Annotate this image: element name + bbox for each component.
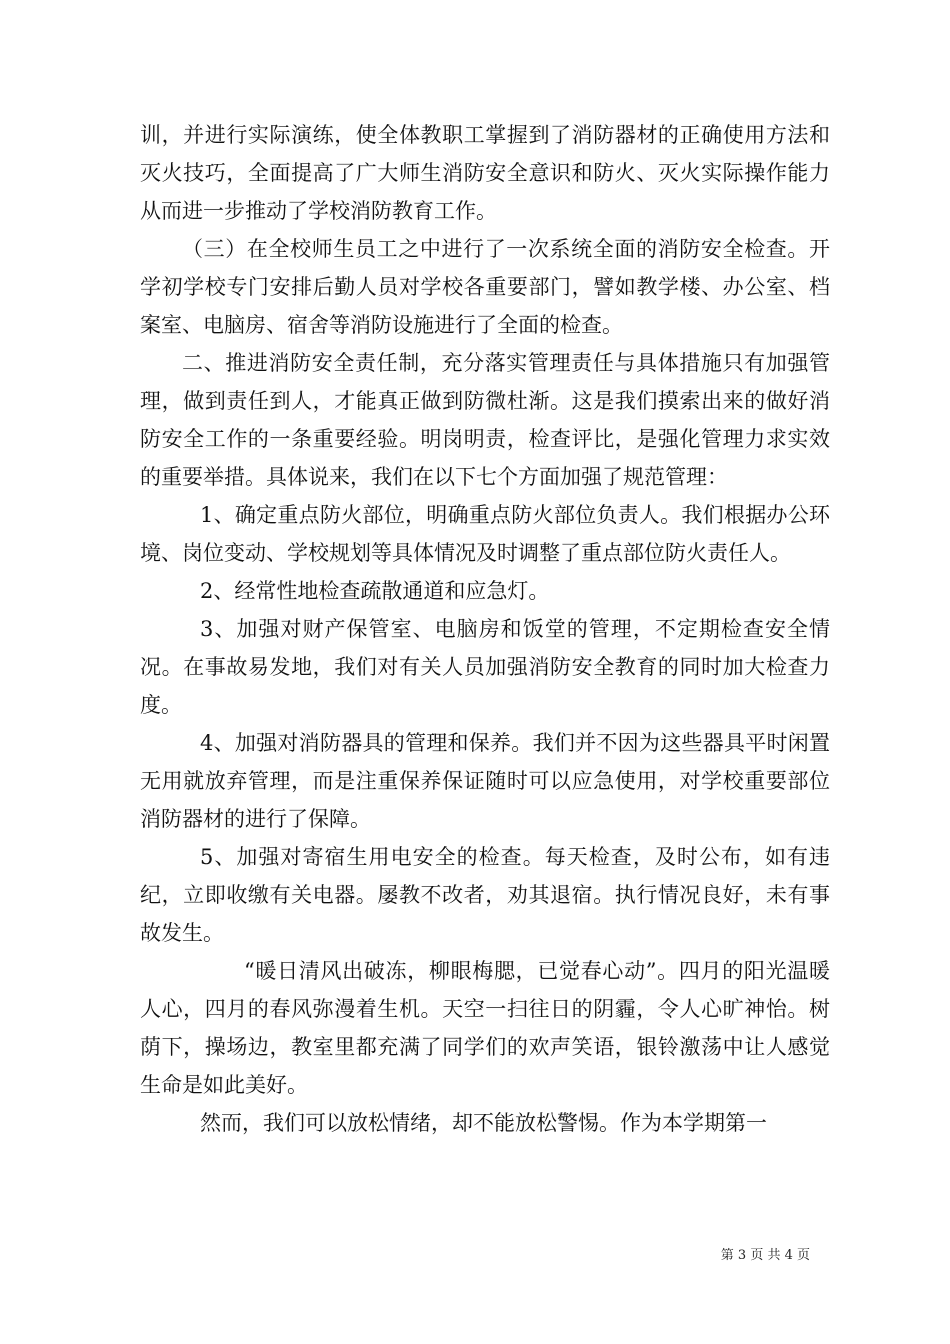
paragraph-item-5: 5、加强对寄宿生用电安全的检查。每天检查，及时公布，如有违纪，立即收缴有关电器。屡教不改者，劝其退宿。执行情况良好，未有事故发生。 [140,845,830,945]
paragraph-section-two: 二、推进消防安全责任制，充分落实管理责任与具体措施只有加强管理，做到责任到人，才能真正做到防微杜渐。这是我们摸索出来的做好消防安全工作的一条重要经验。明岗明责，检查评比，是强化管理力求实效的重要举措。具体说来，我们在以下七个方面加强了规范管理： [140,351,830,489]
paragraph-item-3: 3、加强对财产保管室、电脑房和饭堂的管理，不定期检查安全情况。在事故易发地，我们对有关人员加强消防安全教育的同时加大检查力度。 [140,617,830,717]
document-body [140,116,830,1142]
paragraph-item-2: 2、经常性地检查疏散通道和应急灯。 [200,579,550,603]
paragraph-item-1: 1、确定重点防火部位，明确重点防火部位负责人。我们根据办公环境、岗位变动、学校规划等具体情况及时调整了重点部位防火责任人。 [140,503,830,565]
paragraph-item-4: 4、加强对消防器具的管理和保养。我们并不因为这些器具平时闲置无用就放弃管理，而是注重保养保证随时可以应急使用，对学校重要部位消防器材的进行了保障。 [140,731,830,831]
paragraph-closing: 然而，我们可以放松情绪，却不能放松警惕。作为本学期第一 [200,1111,767,1135]
paragraph-section-three: （三）在全校师生员工之中进行了一次系统全面的消防安全检查。开学初学校专门安排后勤人员对学校各重要部门，譬如教学楼、办公室、档案室、电脑房、宿舍等消防设施进行了全面的检查。 [140,237,830,337]
page-number-footer: 第 3 页 共 4 页 [720,1248,810,1263]
paragraph-spring-quote: “暖日清风出破冻，柳眼梅腮，已觉春心动”。四月的阳光温暖人心，四月的春风弥漫着生机。天空一扫往日的阴霾，令人心旷神怡。树荫下，操场边，教室里都充满了同学们的欢声笑语，银铃激荡中让人感觉生命是如此美好。 [140,959,830,1097]
paragraph-continuation: 训，并进行实际演练，使全体教职工掌握到了消防器材的正确使用方法和灭火技巧，全面提高了广大师生消防安全意识和防火、灭火实际操作能力从而进一步推动了学校消防教育工作。 [140,123,830,223]
